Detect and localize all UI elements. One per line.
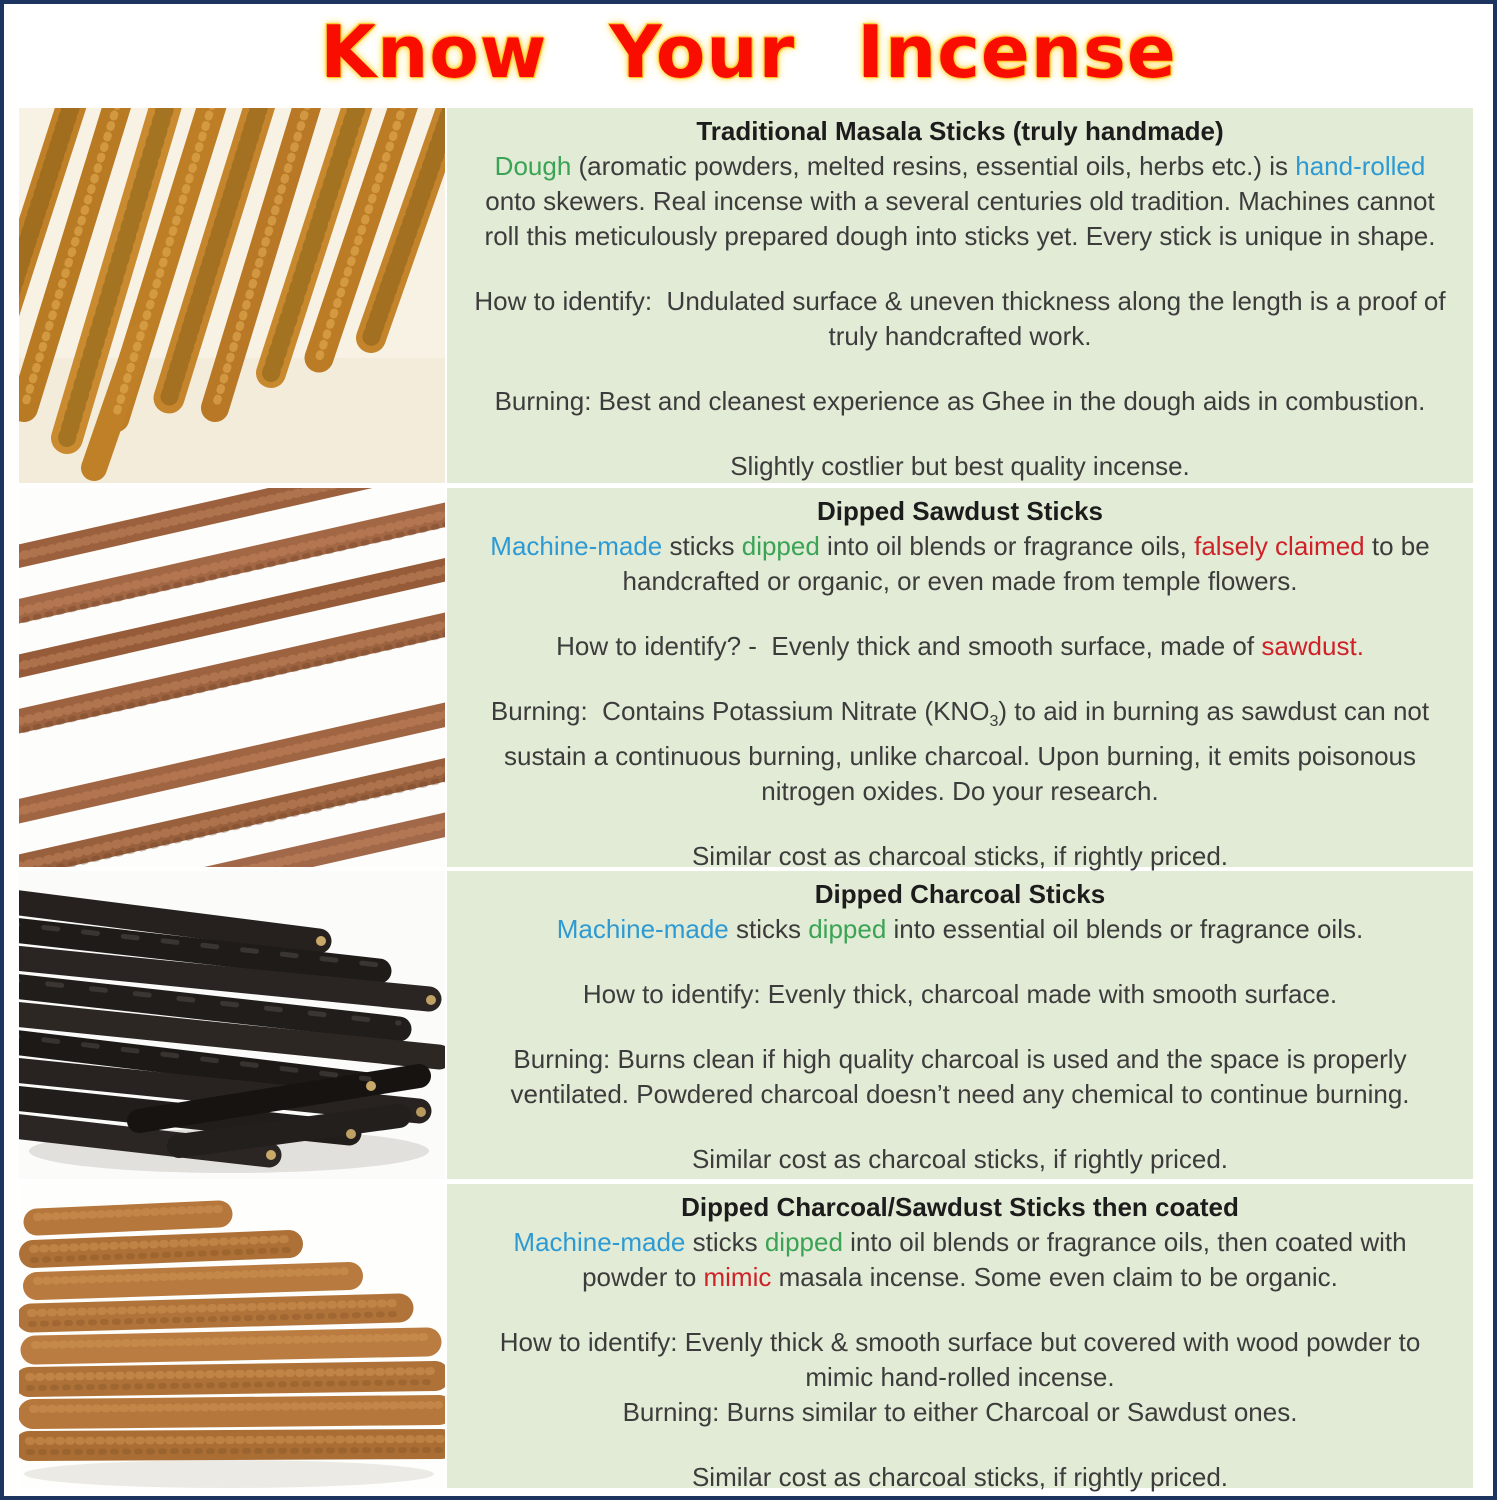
sawdust-intro bbox=[473, 529, 1447, 599]
sawdust-identify-pre: How to identify? - Evenly thick and smooth surface, made of bbox=[556, 631, 1262, 661]
coated-intro bbox=[473, 1225, 1447, 1295]
masala-intro-blue: hand-rolled bbox=[1295, 151, 1426, 181]
sawdust-cost: Similar cost as charcoal sticks, if rightly priced. bbox=[691, 841, 1229, 872]
charcoal-burning: Burning: Burns clean if high quality charcoal is used and the space is properly ventilated. Powdered charcoal doesn’t need any chemical to continue burning. bbox=[510, 1044, 1410, 1109]
charcoal-sticks-illustration bbox=[19, 871, 445, 1179]
sawdust-intro-mid2: into oil blends or fragrance oils, bbox=[819, 531, 1195, 561]
masala-identify: How to identify: Undulated surface & uneven thickness along the length is a proof of truly handcrafted work. bbox=[474, 286, 1446, 351]
sawdust-intro-rest: to be handcrafted or organic, or even made from temple flowers. bbox=[622, 531, 1430, 596]
charcoal-text-panel bbox=[447, 871, 1473, 1179]
coated-sticks-illustration bbox=[19, 1184, 445, 1488]
sawdust-intro-green: dipped bbox=[741, 531, 820, 561]
coated-cost: Similar cost as charcoal sticks, if rightly priced. bbox=[691, 1462, 1229, 1492]
sawdust-sticks-photo bbox=[19, 488, 445, 867]
coated-sticks-photo bbox=[19, 1184, 445, 1488]
masala-sticks-photo bbox=[19, 108, 445, 483]
charcoal-intro-green: dipped bbox=[808, 914, 887, 944]
charcoal-intro-mid1: sticks bbox=[728, 914, 809, 944]
section-charcoal bbox=[0, 871, 1497, 1179]
sawdust-burning bbox=[473, 694, 1447, 809]
charcoal-identify: How to identify: Evenly thick, charcoal made with smooth surface. bbox=[582, 979, 1338, 1009]
coated-intro-green: dipped bbox=[764, 1227, 843, 1257]
page-title: Know Your Incense bbox=[320, 10, 1177, 94]
masala-sticks-illustration bbox=[19, 108, 445, 483]
coated-intro-red: mimic bbox=[703, 1262, 772, 1292]
sawdust-intro-blue: Machine-made bbox=[490, 531, 663, 561]
sawdust-burning-post: ) to aid in burning as sawdust can not sustain a continuous burning, unlike charcoal. Upon burning, it emits poisonous nitrogen oxides. Do your research. bbox=[504, 696, 1430, 807]
charcoal-intro-blue: Machine-made bbox=[556, 914, 729, 944]
masala-intro-rest: onto skewers. Real incense with a several centuries old tradition. Machines cannot roll this meticulously prepared dough into sticks yet. Every stick is unique in shape. bbox=[484, 186, 1436, 251]
coated-text-panel bbox=[447, 1184, 1473, 1492]
masala-cost: Slightly costlier but best quality incense. bbox=[730, 451, 1190, 481]
coated-intro-mid2: into oil blends or fragrance oils, then coated with powder to bbox=[582, 1227, 1407, 1292]
coated-identify: How to identify: Evenly thick & smooth surface but covered with wood powder to mimic hand-rolled incense. bbox=[499, 1327, 1421, 1392]
section-coated bbox=[0, 1184, 1497, 1492]
sawdust-intro-mid1: sticks bbox=[662, 531, 742, 561]
charcoal-sticks-photo bbox=[19, 871, 445, 1179]
kno3-subscript: 3 bbox=[989, 712, 999, 731]
sawdust-intro-red: falsely claimed bbox=[1194, 531, 1365, 561]
section-masala bbox=[0, 108, 1497, 483]
coated-intro-blue: Machine-made bbox=[513, 1227, 686, 1257]
charcoal-cost: Similar cost as charcoal sticks, if rightly priced. bbox=[691, 1144, 1229, 1174]
charcoal-intro bbox=[473, 912, 1447, 947]
sawdust-identify-red: sawdust. bbox=[1261, 631, 1364, 661]
charcoal-heading: Dipped Charcoal Sticks bbox=[814, 879, 1106, 909]
coated-intro-mid1: sticks bbox=[685, 1227, 765, 1257]
sawdust-burning-pre: Burning: Contains Potassium Nitrate (KNO bbox=[490, 696, 990, 726]
masala-text-panel bbox=[447, 108, 1473, 483]
coated-heading: Dipped Charcoal/Sawdust Sticks then coated bbox=[681, 1192, 1239, 1222]
masala-intro-green: Dough bbox=[494, 151, 572, 181]
coated-intro-rest: masala incense. Some even claim to be organic. bbox=[771, 1262, 1338, 1292]
sawdust-sticks-illustration bbox=[19, 488, 445, 867]
charcoal-intro-rest: into essential oil blends or fragrance oils. bbox=[886, 914, 1364, 944]
sawdust-identify bbox=[473, 629, 1447, 664]
masala-burning: Burning: Best and cleanest experience as Ghee in the dough aids in combustion. bbox=[494, 386, 1426, 416]
coated-burning: Burning: Burns similar to either Charcoal or Sawdust ones. bbox=[622, 1397, 1298, 1427]
masala-intro-mid: (aromatic powders, melted resins, essential oils, herbs etc.) is bbox=[571, 151, 1296, 181]
section-sawdust bbox=[0, 488, 1497, 872]
masala-heading: Traditional Masala Sticks (truly handmade) bbox=[696, 116, 1224, 146]
sawdust-heading: Dipped Sawdust Sticks bbox=[816, 496, 1104, 526]
masala-intro bbox=[473, 149, 1447, 254]
sawdust-text-panel bbox=[447, 488, 1473, 872]
